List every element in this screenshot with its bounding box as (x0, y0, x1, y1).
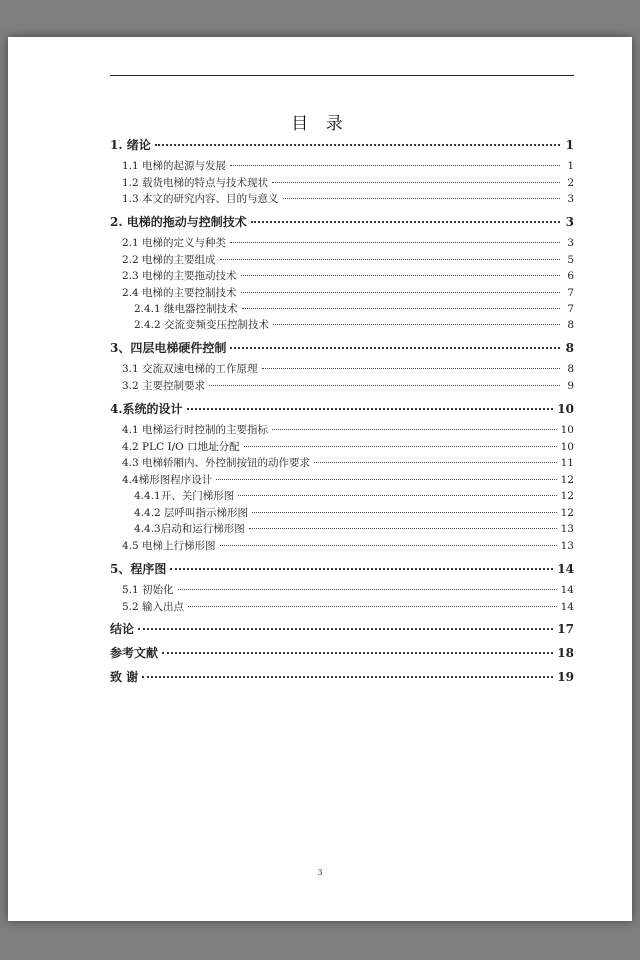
toc-page-number: 17 (557, 622, 574, 636)
toc-page-number: 11 (560, 457, 574, 469)
toc-dot-leader (209, 385, 560, 386)
toc-section-entry[interactable] (110, 235, 574, 250)
document-page (8, 37, 632, 921)
toc-dot-leader (162, 652, 553, 654)
toc-subsection-entry[interactable] (110, 301, 574, 316)
toc-page-number: 7 (567, 303, 574, 315)
toc-dot-leader (241, 292, 560, 293)
toc-entry-label: 2.1 电梯的定义与种类 (122, 237, 227, 249)
toc-dot-leader (238, 495, 556, 496)
toc-page-number: 8 (567, 319, 574, 331)
toc-chapter-entry[interactable] (110, 400, 574, 417)
toc-chapter-entry[interactable] (110, 668, 574, 685)
toc-dot-leader (188, 606, 557, 607)
toc-title: 目 录 (291, 114, 349, 134)
toc-entry-label: 5、程序图 (110, 562, 167, 576)
toc-dot-leader (244, 446, 557, 447)
toc-dot-leader (142, 676, 553, 678)
toc-entry-label: 4.3 电梯轿厢内、外控制按钮的动作要求 (122, 457, 311, 469)
toc-page-number: 12 (560, 474, 574, 486)
toc-section-entry[interactable] (110, 538, 574, 553)
toc-page-number: 3 (565, 215, 574, 229)
toc-page-number: 10 (560, 441, 574, 453)
toc-page-number: 2 (567, 177, 574, 189)
toc-entry-label: 3、四层电梯硬件控制 (110, 341, 227, 355)
toc-section-entry[interactable] (110, 472, 574, 487)
toc-page-number: 3 (567, 237, 574, 249)
toc-page-number: 9 (567, 380, 574, 392)
toc-dot-leader (230, 242, 560, 243)
toc-subsection-entry[interactable] (110, 317, 574, 332)
toc-entry-label: 5.2 输入出点 (122, 601, 185, 613)
toc-section-entry[interactable] (110, 285, 574, 300)
toc-section-entry[interactable] (110, 158, 574, 173)
toc-dot-leader (230, 165, 560, 166)
header-rule (110, 75, 574, 76)
page-number: 3 (317, 868, 323, 877)
toc-page-number: 19 (557, 670, 574, 684)
toc-entry-label: 1.2 载货电梯的特点与技术现状 (122, 177, 269, 189)
toc-section-entry[interactable] (110, 268, 574, 283)
toc-dot-leader (220, 545, 557, 546)
toc-dot-leader (273, 324, 560, 325)
toc-dot-leader (178, 589, 557, 590)
toc-page-number: 10 (560, 424, 574, 436)
toc-page-number: 13 (560, 523, 574, 535)
toc-page-number: 8 (567, 363, 574, 375)
toc-entry-label: 4.2 PLC I/O 口地址分配 (122, 441, 240, 453)
toc-page-number: 1 (567, 160, 574, 172)
toc-chapter-entry[interactable] (110, 339, 574, 356)
toc-section-entry[interactable] (110, 252, 574, 267)
toc-dot-leader (249, 528, 557, 529)
toc-dot-leader (241, 275, 560, 276)
toc-entry-label: 1.1 电梯的起源与发展 (122, 160, 227, 172)
toc-subsection-entry[interactable] (110, 505, 574, 520)
toc-entry-label: 3.1 交流双速电梯的工作原理 (122, 363, 258, 375)
toc-entry-label: 2.4.1 继电器控制技术 (134, 303, 238, 315)
toc-chapter-entry[interactable] (110, 560, 574, 577)
toc-dot-leader (230, 347, 560, 349)
toc-chapter-entry[interactable] (110, 620, 574, 637)
toc-dot-leader (216, 479, 556, 480)
toc-entry-label: 4.系统的设计 (110, 402, 183, 416)
toc-dot-leader (272, 182, 560, 183)
toc-section-entry[interactable] (110, 175, 574, 190)
toc-entry-label: 4.4.3启动和运行梯形图 (134, 523, 245, 535)
toc-entry-label: 1.3 本文的研究内容、目的与意义 (122, 193, 279, 205)
toc-section-entry[interactable] (110, 378, 574, 393)
toc-dot-leader (242, 308, 560, 309)
toc-entry-label: 2. 电梯的拖动与控制技术 (110, 215, 247, 229)
toc-section-entry[interactable] (110, 191, 574, 206)
toc-entry-label: 3.2 主要控制要求 (122, 380, 206, 392)
toc-entry-label: 4.5 电梯上行梯形图 (122, 540, 216, 552)
toc-entry-label: 4.4梯形图程序设计 (122, 474, 213, 486)
toc-entry-label: 参考文献 (110, 646, 159, 660)
toc-dot-leader (262, 368, 560, 369)
toc-page-number: 3 (567, 193, 574, 205)
toc-dot-leader (272, 429, 557, 430)
toc-page-number: 8 (565, 341, 574, 355)
toc-page-number: 18 (557, 646, 574, 660)
toc-dot-leader (220, 259, 560, 260)
toc-page-number: 10 (557, 402, 574, 416)
toc-dot-leader (283, 198, 560, 199)
toc-page-number: 7 (567, 287, 574, 299)
toc-page-number: 13 (560, 540, 574, 552)
toc-entry-label: 2.3 电梯的主要拖动技术 (122, 270, 237, 282)
toc-section-entry[interactable] (110, 455, 574, 470)
toc-chapter-entry[interactable] (110, 644, 574, 661)
toc-page-number: 14 (557, 562, 574, 576)
toc-entry-label: 2.4.2 交流变频变压控制技术 (134, 319, 270, 331)
toc-entry-label: 2.4 电梯的主要控制技术 (122, 287, 237, 299)
toc-section-entry[interactable] (110, 422, 574, 437)
toc-dot-leader (138, 628, 553, 630)
toc-entry-label: 4.4.2 层呼叫指示梯形图 (134, 507, 249, 519)
toc-dot-leader (187, 408, 554, 410)
toc-section-entry[interactable] (110, 361, 574, 376)
toc-entry-label: 1. 绪论 (110, 138, 151, 152)
toc-section-entry[interactable] (110, 599, 574, 614)
toc-chapter-entry[interactable] (110, 213, 574, 230)
toc-page-number: 12 (560, 507, 574, 519)
toc-page-number: 14 (560, 584, 574, 596)
toc-dot-leader (170, 568, 553, 570)
toc-entry-label: 4.1 电梯运行时控制的主要指标 (122, 424, 269, 436)
toc-page-number: 14 (560, 601, 574, 613)
toc-page-number: 5 (567, 254, 574, 266)
toc-subsection-entry[interactable] (110, 521, 574, 536)
toc-section-entry[interactable] (110, 582, 574, 597)
toc-section-entry[interactable] (110, 439, 574, 454)
toc-entry-label: 5.1 初始化 (122, 584, 174, 596)
toc-subsection-entry[interactable] (110, 488, 574, 503)
toc-entry-label: 结论 (110, 622, 135, 636)
toc-dot-leader (251, 221, 560, 223)
toc-page-number: 6 (567, 270, 574, 282)
toc-entry-label: 4.4.1开、关门梯形图 (134, 490, 235, 502)
toc-chapter-entry[interactable] (110, 136, 574, 153)
toc-entry-label: 致 谢 (110, 670, 139, 684)
toc-dot-leader (252, 512, 557, 513)
toc-dot-leader (314, 462, 557, 463)
toc-entry-label: 2.2 电梯的主要组成 (122, 254, 216, 266)
toc-page-number: 1 (565, 138, 574, 152)
toc-page-number: 12 (560, 490, 574, 502)
toc-dot-leader (155, 144, 560, 146)
